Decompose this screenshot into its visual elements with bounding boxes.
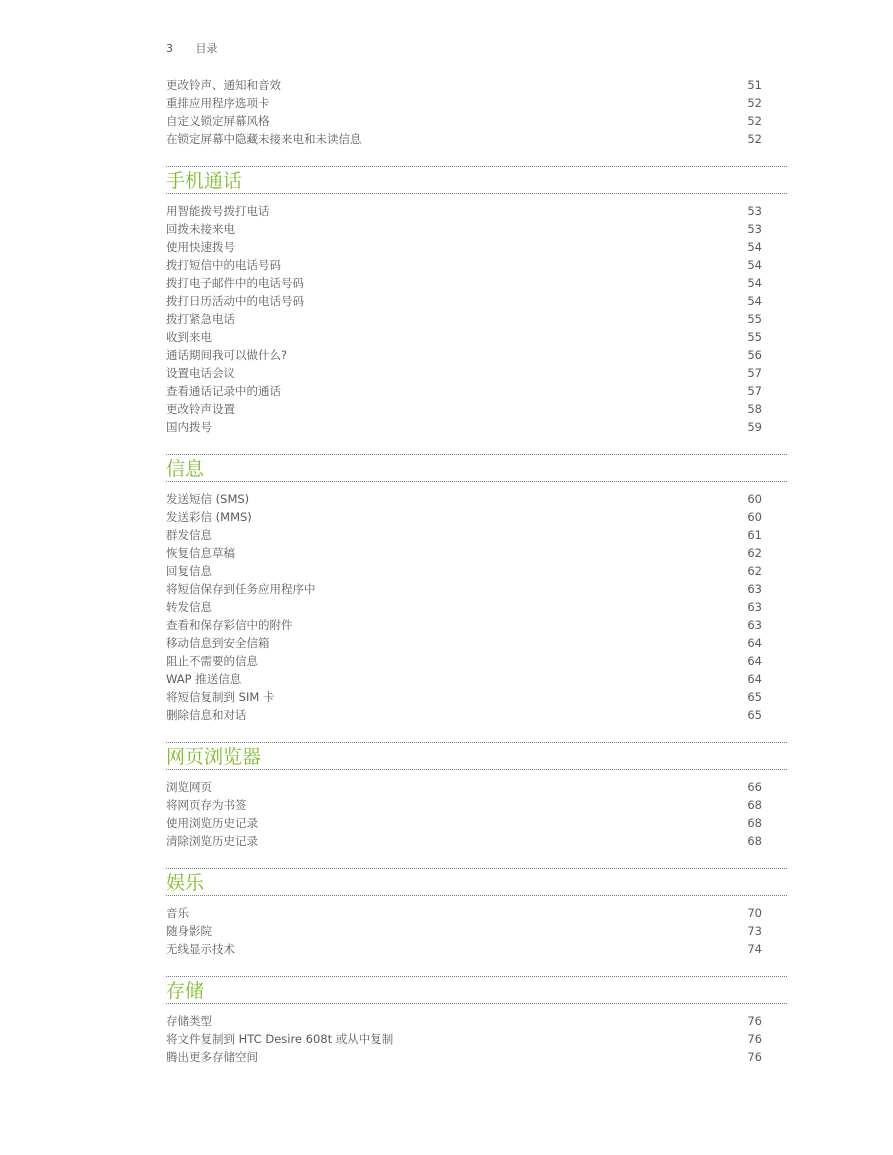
toc-entry-title: 将文件复制到 HTC Desire 608t 或从中复制 (166, 1032, 394, 1046)
toc-entry-page: 54 (747, 294, 762, 308)
section-heading[interactable] (166, 868, 787, 896)
toc-entry-page: 52 (747, 132, 762, 146)
toc-entry-page: 58 (747, 402, 762, 416)
toc-entry-title: 用智能拨号拨打电话 (166, 204, 270, 218)
toc-entry-title: 使用浏览历史记录 (166, 816, 258, 830)
toc-entry-page: 68 (747, 798, 762, 812)
toc-entry-title: 国内拨号 (166, 420, 212, 434)
toc-entry-title: 更改铃声、通知和音效 (166, 78, 281, 92)
toc-entry-page: 55 (747, 330, 762, 344)
toc-entry-title: 更改铃声设置 (166, 402, 235, 416)
toc-entry[interactable] (166, 706, 787, 724)
toc-entry[interactable] (166, 94, 787, 112)
header-title: 目录 (195, 42, 218, 55)
section-heading[interactable] (166, 976, 787, 1004)
toc-entry-title: 音乐 (166, 906, 189, 920)
toc-entry-title: 设置电话会议 (166, 366, 235, 380)
toc-entry-title: 收到来电 (166, 330, 212, 344)
toc-entry-title: 将短信复制到 SIM 卡 (166, 690, 275, 704)
toc-entry-title: WAP 推送信息 (166, 672, 242, 686)
toc-entry-title: 将短信保存到任务应用程序中 (166, 582, 316, 596)
section-heading-text: 网页浏览器 (166, 746, 262, 768)
section-heading-text: 手机通话 (166, 170, 243, 192)
toc-entry-page: 53 (747, 222, 762, 236)
toc-entry-page: 60 (747, 492, 762, 506)
toc-entry-title: 随身影院 (166, 924, 212, 938)
header-page-number: 3 (166, 42, 173, 55)
toc-entry[interactable] (166, 670, 787, 688)
toc-entry[interactable] (166, 112, 787, 130)
section-heading-text: 信息 (166, 458, 205, 480)
toc-entry[interactable] (166, 940, 787, 958)
toc-entry[interactable] (166, 688, 787, 706)
toc-entry-page: 54 (747, 276, 762, 290)
toc-entry[interactable] (166, 256, 787, 274)
section-heading-text: 存储 (166, 980, 205, 1002)
toc-entry-title: 将网页存为书签 (166, 798, 247, 812)
toc-entry[interactable] (166, 346, 787, 364)
toc-section (166, 976, 787, 1066)
toc-entry-page: 64 (747, 672, 762, 686)
toc-entry-page: 65 (747, 690, 762, 704)
toc-entry-page: 65 (747, 708, 762, 722)
toc-entry-page: 64 (747, 654, 762, 668)
toc-entry-title: 转发信息 (166, 600, 212, 614)
toc-entry[interactable] (166, 76, 787, 94)
toc-entry-title: 浏览网页 (166, 780, 212, 794)
toc-entry-page: 68 (747, 834, 762, 848)
toc-entry[interactable] (166, 1048, 787, 1066)
toc-entry[interactable] (166, 220, 787, 238)
toc-entry[interactable] (166, 310, 787, 328)
toc-entry[interactable] (166, 382, 787, 400)
toc-entry[interactable] (166, 418, 787, 436)
toc-entry[interactable] (166, 544, 787, 562)
toc-entry-page: 60 (747, 510, 762, 524)
toc-entry-page: 63 (747, 600, 762, 614)
toc-entry-page: 74 (747, 942, 762, 956)
toc-section (166, 742, 787, 850)
toc-entry-page: 53 (747, 204, 762, 218)
toc-entry-page: 64 (747, 636, 762, 650)
toc-entry-page: 61 (747, 528, 762, 542)
toc-entry-title: 重排应用程序选项卡 (166, 96, 270, 110)
toc-section (166, 868, 787, 958)
toc-entry-title: 通话期间我可以做什么? (166, 348, 288, 362)
toc-entry-title: 删除信息和对话 (166, 708, 247, 722)
toc-entry[interactable] (166, 598, 787, 616)
toc-entry[interactable] (166, 292, 787, 310)
toc-entry-title: 无线显示技术 (166, 942, 235, 956)
toc-entry-title: 发送彩信 (MMS) (166, 510, 252, 524)
toc-entry[interactable] (166, 562, 787, 580)
toc-entry-page: 57 (747, 366, 762, 380)
section-heading[interactable] (166, 166, 787, 194)
toc-entry-page: 76 (747, 1050, 762, 1064)
section-heading[interactable] (166, 454, 787, 482)
toc-entry[interactable] (166, 778, 787, 796)
toc-entry-title: 回复信息 (166, 564, 212, 578)
toc-entry[interactable] (166, 328, 787, 346)
toc-entry-title: 腾出更多存储空间 (166, 1050, 258, 1064)
toc-entry-title: 拨打短信中的电话号码 (166, 258, 281, 272)
toc-entry-page: 54 (747, 258, 762, 272)
toc-entry-page: 56 (747, 348, 762, 362)
toc-entry[interactable] (166, 508, 787, 526)
toc-entry-page: 63 (747, 582, 762, 596)
toc-entry-title: 群发信息 (166, 528, 212, 542)
toc-entry-page: 55 (747, 312, 762, 326)
toc-entry-title: 拨打日历活动中的电话号码 (166, 294, 304, 308)
toc-entry-title: 查看通话记录中的通话 (166, 384, 281, 398)
toc-entry[interactable] (166, 922, 787, 940)
toc-entry[interactable] (166, 652, 787, 670)
toc-entry-title: 拨打电子邮件中的电话号码 (166, 276, 304, 290)
toc-entry-page: 62 (747, 564, 762, 578)
toc-entry[interactable] (166, 490, 787, 508)
section-heading[interactable] (166, 742, 787, 770)
toc-entry[interactable] (166, 1030, 787, 1048)
toc-entry-title: 恢复信息草稿 (166, 546, 235, 560)
toc-entry-title: 回拨未接来电 (166, 222, 235, 236)
toc-entry[interactable] (166, 814, 787, 832)
toc-entry[interactable] (166, 904, 787, 922)
toc-entry[interactable] (166, 580, 787, 598)
toc-entry-title: 移动信息到安全信箱 (166, 636, 270, 650)
toc-entry-title: 拨打紧急电话 (166, 312, 235, 326)
toc-entry[interactable] (166, 400, 787, 418)
toc-entry[interactable] (166, 796, 787, 814)
toc-entry-page: 59 (747, 420, 762, 434)
toc-entry-page: 76 (747, 1014, 762, 1028)
toc-entry-title: 在锁定屏幕中隐藏未接来电和未读信息 (166, 132, 362, 146)
toc-entry[interactable] (166, 274, 787, 292)
page-header (166, 40, 218, 56)
toc-entry[interactable] (166, 130, 787, 148)
toc-section (166, 166, 787, 436)
toc-entry-title: 发送短信 (SMS) (166, 492, 250, 506)
toc-entry[interactable] (166, 526, 787, 544)
toc-entry-title: 清除浏览历史记录 (166, 834, 258, 848)
toc-entry-page: 51 (747, 78, 762, 92)
toc-intro-list (166, 76, 787, 148)
toc-entry-page: 68 (747, 816, 762, 830)
toc-entry-title: 阻止不需要的信息 (166, 654, 258, 668)
toc-entry-page: 54 (747, 240, 762, 254)
toc-entry[interactable] (166, 832, 787, 850)
toc-entry-title: 使用快速拨号 (166, 240, 235, 254)
toc-entry[interactable] (166, 238, 787, 256)
toc-entry-title: 查看和保存彩信中的附件 (166, 618, 293, 632)
toc-entry[interactable] (166, 202, 787, 220)
toc-entry-page: 57 (747, 384, 762, 398)
toc-entry-page: 76 (747, 1032, 762, 1046)
table-of-contents (166, 76, 787, 1066)
toc-entry-page: 73 (747, 924, 762, 938)
toc-entry-page: 62 (747, 546, 762, 560)
toc-entry-page: 70 (747, 906, 762, 920)
toc-entry-page: 63 (747, 618, 762, 632)
toc-entry[interactable] (166, 616, 787, 634)
toc-entry-title: 存储类型 (166, 1014, 212, 1028)
toc-section (166, 454, 787, 724)
toc-entry[interactable] (166, 364, 787, 382)
section-heading-text: 娱乐 (166, 872, 205, 894)
toc-entry[interactable] (166, 1012, 787, 1030)
toc-entry[interactable] (166, 634, 787, 652)
toc-entry-page: 52 (747, 114, 762, 128)
toc-entry-title: 自定义锁定屏幕风格 (166, 114, 270, 128)
toc-entry-page: 66 (747, 780, 762, 794)
toc-entry-page: 52 (747, 96, 762, 110)
